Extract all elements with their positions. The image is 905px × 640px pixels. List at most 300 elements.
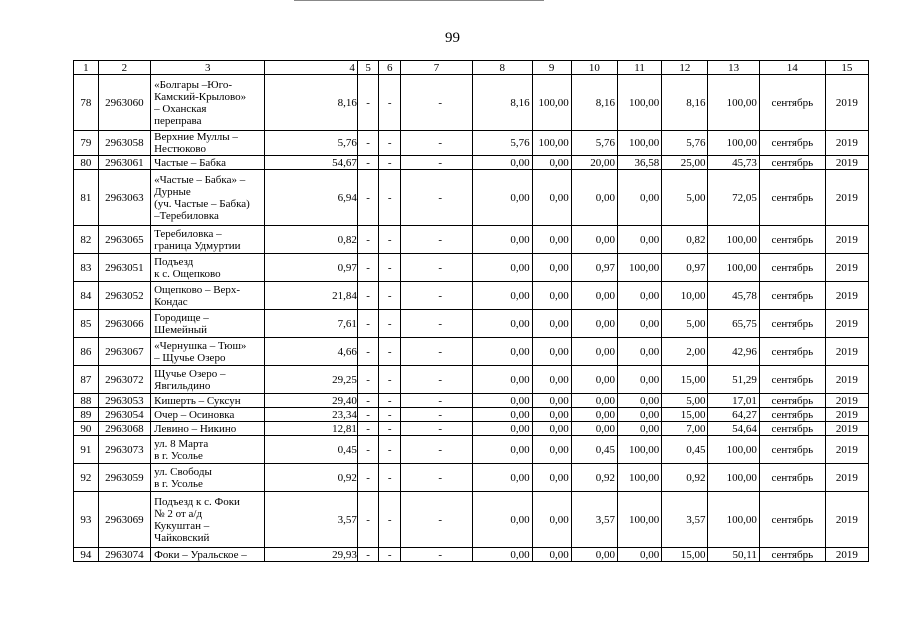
road-code: 2963051 xyxy=(98,254,150,282)
month-cell: сентябрь xyxy=(759,131,825,156)
road-name xyxy=(151,75,265,131)
col6-cell: - xyxy=(379,338,401,366)
month-cell: сентябрь xyxy=(759,75,825,131)
col9-cell: 0,00 xyxy=(532,156,571,170)
col8-cell: 0,00 xyxy=(472,422,532,436)
month-cell: сентябрь xyxy=(759,156,825,170)
table-row xyxy=(74,338,869,366)
road-code: 2963067 xyxy=(98,338,150,366)
col6-cell: - xyxy=(379,408,401,422)
month-cell: сентябрь xyxy=(759,338,825,366)
road-name-line: Очер – Осиновка xyxy=(154,408,235,421)
col8-cell: 0,00 xyxy=(472,282,532,310)
col7-cell: - xyxy=(401,75,473,131)
month-cell: сентябрь xyxy=(759,170,825,226)
length-cell: 4,66 xyxy=(265,338,358,366)
col9-cell: 0,00 xyxy=(532,254,571,282)
col10-cell: 0,00 xyxy=(571,338,617,366)
length-cell: 0,82 xyxy=(265,226,358,254)
col6-cell: - xyxy=(379,366,401,394)
col10-cell: 3,57 xyxy=(571,492,617,548)
length-cell: 29,40 xyxy=(265,394,358,408)
length-cell: 23,34 xyxy=(265,408,358,422)
col12-cell: 25,00 xyxy=(662,156,708,170)
col12-cell: 15,00 xyxy=(662,366,708,394)
col7-cell: - xyxy=(401,282,473,310)
length-cell: 29,25 xyxy=(265,366,358,394)
col9-cell: 0,00 xyxy=(532,492,571,548)
road-name-line: Теребиловка – xyxy=(154,227,222,240)
road-code: 2963068 xyxy=(98,422,150,436)
col8-cell: 0,00 xyxy=(472,548,532,562)
col9-cell: 0,00 xyxy=(532,170,571,226)
col5-cell: - xyxy=(357,75,379,131)
col8-cell: 0,00 xyxy=(472,464,532,492)
col6-cell: - xyxy=(379,548,401,562)
row-number: 88 xyxy=(74,394,99,408)
col10-cell: 0,45 xyxy=(571,436,617,464)
col12-cell: 2,00 xyxy=(662,338,708,366)
header-cell: 1 xyxy=(74,61,99,75)
road-code: 2963058 xyxy=(98,131,150,156)
year-cell: 2019 xyxy=(825,464,868,492)
top-rule xyxy=(294,0,544,1)
road-name-line: Частые – Бабка xyxy=(154,156,226,169)
road-name-line: Подъезд xyxy=(154,255,194,268)
length-cell: 29,93 xyxy=(265,548,358,562)
road-name xyxy=(151,436,265,464)
col13-cell: 100,00 xyxy=(708,492,759,548)
road-name-line: «Частые – Бабка» – xyxy=(154,173,246,186)
col10-cell: 0,00 xyxy=(571,366,617,394)
col5-cell: - xyxy=(357,282,379,310)
year-cell: 2019 xyxy=(825,170,868,226)
col5-cell: - xyxy=(357,548,379,562)
col12-cell: 0,82 xyxy=(662,226,708,254)
page-number: 99 xyxy=(445,30,460,46)
road-code: 2963054 xyxy=(98,408,150,422)
row-number: 81 xyxy=(74,170,99,226)
col11-cell: 100,00 xyxy=(617,131,661,156)
year-cell: 2019 xyxy=(825,492,868,548)
col5-cell: - xyxy=(357,366,379,394)
header-cell: 13 xyxy=(708,61,759,75)
col6-cell: - xyxy=(379,282,401,310)
col8-cell: 0,00 xyxy=(472,254,532,282)
col12-cell: 5,76 xyxy=(662,131,708,156)
col6-cell: - xyxy=(379,254,401,282)
col5-cell: - xyxy=(357,131,379,156)
year-cell: 2019 xyxy=(825,338,868,366)
header-cell: 3 xyxy=(151,61,265,75)
month-cell: сентябрь xyxy=(759,422,825,436)
col10-cell: 8,16 xyxy=(571,75,617,131)
road-name xyxy=(151,338,265,366)
length-cell: 0,92 xyxy=(265,464,358,492)
col11-cell: 0,00 xyxy=(617,394,661,408)
col7-cell: - xyxy=(401,436,473,464)
col5-cell: - xyxy=(357,408,379,422)
col13-cell: 100,00 xyxy=(708,464,759,492)
table-row xyxy=(74,436,869,464)
row-number: 87 xyxy=(74,366,99,394)
road-name xyxy=(151,464,265,492)
col11-cell: 100,00 xyxy=(617,492,661,548)
col8-cell: 0,00 xyxy=(472,408,532,422)
col7-cell: - xyxy=(401,254,473,282)
col10-cell: 0,00 xyxy=(571,226,617,254)
road-name-line: – Оханская xyxy=(154,102,207,115)
length-cell: 0,97 xyxy=(265,254,358,282)
table-row xyxy=(74,422,869,436)
header-cell: 15 xyxy=(825,61,868,75)
table-row xyxy=(74,464,869,492)
length-cell: 7,61 xyxy=(265,310,358,338)
col6-cell: - xyxy=(379,226,401,254)
header-cell: 2 xyxy=(98,61,150,75)
row-number: 86 xyxy=(74,338,99,366)
road-name xyxy=(151,394,265,408)
year-cell: 2019 xyxy=(825,131,868,156)
road-name-line: «Чернушка – Тюш» xyxy=(154,339,247,352)
year-cell: 2019 xyxy=(825,310,868,338)
col12-cell: 3,57 xyxy=(662,492,708,548)
col10-cell: 5,76 xyxy=(571,131,617,156)
road-code: 2963060 xyxy=(98,75,150,131)
col13-cell: 100,00 xyxy=(708,254,759,282)
road-name-line: «Болгары –Юго- xyxy=(154,78,233,91)
table-row xyxy=(74,282,869,310)
col5-cell: - xyxy=(357,254,379,282)
road-code: 2963052 xyxy=(98,282,150,310)
col8-cell: 0,00 xyxy=(472,492,532,548)
road-name-line: Щучье Озеро – xyxy=(154,367,226,380)
col13-cell: 50,11 xyxy=(708,548,759,562)
year-cell: 2019 xyxy=(825,156,868,170)
length-cell: 12,81 xyxy=(265,422,358,436)
road-name xyxy=(151,156,265,170)
col9-cell: 0,00 xyxy=(532,366,571,394)
col11-cell: 100,00 xyxy=(617,436,661,464)
month-cell: сентябрь xyxy=(759,366,825,394)
col7-cell: - xyxy=(401,170,473,226)
road-name-line: граница Удмуртии xyxy=(154,239,241,252)
col9-cell: 0,00 xyxy=(532,394,571,408)
road-name-line: в г. Усолье xyxy=(154,449,203,462)
table-row xyxy=(74,492,869,548)
col9-cell: 0,00 xyxy=(532,282,571,310)
col11-cell: 0,00 xyxy=(617,170,661,226)
header-cell: 4 xyxy=(265,61,358,75)
year-cell: 2019 xyxy=(825,408,868,422)
road-name-line: ул. Свободы xyxy=(154,465,212,478)
table-row xyxy=(74,170,869,226)
col8-cell: 0,00 xyxy=(472,170,532,226)
road-name-line: –Теребиловка xyxy=(154,209,219,222)
year-cell: 2019 xyxy=(825,548,868,562)
year-cell: 2019 xyxy=(825,366,868,394)
length-cell: 21,84 xyxy=(265,282,358,310)
col6-cell: - xyxy=(379,75,401,131)
road-name-line: Городище – xyxy=(154,311,209,324)
col9-cell: 0,00 xyxy=(532,226,571,254)
col13-cell: 45,73 xyxy=(708,156,759,170)
col7-cell: - xyxy=(401,464,473,492)
road-name xyxy=(151,170,265,226)
col6-cell: - xyxy=(379,394,401,408)
road-name-line: Подъезд к с. Фоки xyxy=(154,495,240,508)
table-row xyxy=(74,254,869,282)
col6-cell: - xyxy=(379,131,401,156)
col7-cell: - xyxy=(401,226,473,254)
road-name-line: к с. Ощепково xyxy=(154,267,221,280)
row-number: 85 xyxy=(74,310,99,338)
header-cell: 10 xyxy=(571,61,617,75)
col10-cell: 0,92 xyxy=(571,464,617,492)
row-number: 89 xyxy=(74,408,99,422)
road-name xyxy=(151,254,265,282)
road-name-line: Фоки – Уральское – xyxy=(154,548,247,561)
col12-cell: 5,00 xyxy=(662,170,708,226)
col6-cell: - xyxy=(379,422,401,436)
col8-cell: 0,00 xyxy=(472,310,532,338)
road-name-line: № 2 от а/д xyxy=(154,507,203,520)
col12-cell: 5,00 xyxy=(662,394,708,408)
header-cell: 11 xyxy=(617,61,661,75)
col13-cell: 72,05 xyxy=(708,170,759,226)
table-row xyxy=(74,310,869,338)
road-table xyxy=(73,60,869,562)
road-code: 2963053 xyxy=(98,394,150,408)
col5-cell: - xyxy=(357,422,379,436)
road-name-line: (уч. Частые – Бабка) xyxy=(154,197,250,210)
col5-cell: - xyxy=(357,338,379,366)
road-name xyxy=(151,366,265,394)
col8-cell: 0,00 xyxy=(472,156,532,170)
year-cell: 2019 xyxy=(825,422,868,436)
year-cell: 2019 xyxy=(825,226,868,254)
col11-cell: 0,00 xyxy=(617,422,661,436)
header-cell: 14 xyxy=(759,61,825,75)
road-name-line: Камский-Крылово» xyxy=(154,90,247,103)
row-number: 79 xyxy=(74,131,99,156)
col10-cell: 0,00 xyxy=(571,310,617,338)
col13-cell: 17,01 xyxy=(708,394,759,408)
month-cell: сентябрь xyxy=(759,310,825,338)
col10-cell: 0,00 xyxy=(571,408,617,422)
month-cell: сентябрь xyxy=(759,394,825,408)
col8-cell: 0,00 xyxy=(472,394,532,408)
col13-cell: 42,96 xyxy=(708,338,759,366)
col10-cell: 0,00 xyxy=(571,170,617,226)
row-number: 82 xyxy=(74,226,99,254)
col5-cell: - xyxy=(357,436,379,464)
road-name-line: Левино – Никино xyxy=(154,422,237,435)
year-cell: 2019 xyxy=(825,75,868,131)
row-number: 90 xyxy=(74,422,99,436)
header-cell: 9 xyxy=(532,61,571,75)
col13-cell: 45,78 xyxy=(708,282,759,310)
col9-cell: 0,00 xyxy=(532,436,571,464)
col12-cell: 8,16 xyxy=(662,75,708,131)
road-name-line: Кондас xyxy=(154,295,188,308)
table-header-row xyxy=(74,61,869,75)
col8-cell: 5,76 xyxy=(472,131,532,156)
table-row xyxy=(74,548,869,562)
col12-cell: 15,00 xyxy=(662,408,708,422)
month-cell: сентябрь xyxy=(759,548,825,562)
col11-cell: 36,58 xyxy=(617,156,661,170)
road-name xyxy=(151,131,265,156)
table-row xyxy=(74,156,869,170)
col12-cell: 15,00 xyxy=(662,548,708,562)
col9-cell: 0,00 xyxy=(532,464,571,492)
road-code: 2963059 xyxy=(98,464,150,492)
col11-cell: 0,00 xyxy=(617,548,661,562)
table-row xyxy=(74,131,869,156)
col9-cell: 0,00 xyxy=(532,338,571,366)
road-code: 2963069 xyxy=(98,492,150,548)
col6-cell: - xyxy=(379,170,401,226)
col11-cell: 0,00 xyxy=(617,226,661,254)
col11-cell: 0,00 xyxy=(617,310,661,338)
col10-cell: 0,97 xyxy=(571,254,617,282)
road-name-line: Кукуштан – xyxy=(154,519,210,532)
table-row xyxy=(74,408,869,422)
col12-cell: 0,97 xyxy=(662,254,708,282)
header-cell: 5 xyxy=(357,61,379,75)
year-cell: 2019 xyxy=(825,394,868,408)
col13-cell: 64,27 xyxy=(708,408,759,422)
col8-cell: 0,00 xyxy=(472,226,532,254)
col7-cell: - xyxy=(401,338,473,366)
col11-cell: 100,00 xyxy=(617,464,661,492)
header-cell: 8 xyxy=(472,61,532,75)
row-number: 78 xyxy=(74,75,99,131)
road-code: 2963065 xyxy=(98,226,150,254)
road-name xyxy=(151,310,265,338)
month-cell: сентябрь xyxy=(759,464,825,492)
col6-cell: - xyxy=(379,310,401,338)
road-name-line: Чайковский xyxy=(154,531,210,544)
table-row xyxy=(74,226,869,254)
col11-cell: 0,00 xyxy=(617,282,661,310)
col12-cell: 10,00 xyxy=(662,282,708,310)
row-number: 84 xyxy=(74,282,99,310)
road-code: 2963073 xyxy=(98,436,150,464)
month-cell: сентябрь xyxy=(759,436,825,464)
col9-cell: 0,00 xyxy=(532,310,571,338)
road-name xyxy=(151,282,265,310)
col5-cell: - xyxy=(357,310,379,338)
col5-cell: - xyxy=(357,226,379,254)
col7-cell: - xyxy=(401,492,473,548)
road-name xyxy=(151,408,265,422)
col7-cell: - xyxy=(401,310,473,338)
road-code: 2963066 xyxy=(98,310,150,338)
row-number: 91 xyxy=(74,436,99,464)
col10-cell: 20,00 xyxy=(571,156,617,170)
col9-cell: 0,00 xyxy=(532,408,571,422)
col10-cell: 0,00 xyxy=(571,394,617,408)
col12-cell: 7,00 xyxy=(662,422,708,436)
col7-cell: - xyxy=(401,156,473,170)
year-cell: 2019 xyxy=(825,436,868,464)
col13-cell: 51,29 xyxy=(708,366,759,394)
col8-cell: 0,00 xyxy=(472,366,532,394)
col10-cell: 0,00 xyxy=(571,282,617,310)
length-cell: 5,76 xyxy=(265,131,358,156)
col5-cell: - xyxy=(357,170,379,226)
col13-cell: 100,00 xyxy=(708,75,759,131)
year-cell: 2019 xyxy=(825,282,868,310)
col11-cell: 0,00 xyxy=(617,366,661,394)
road-name xyxy=(151,226,265,254)
road-name-line: Нестюково xyxy=(154,143,207,155)
road-name xyxy=(151,422,265,436)
col5-cell: - xyxy=(357,156,379,170)
col11-cell: 100,00 xyxy=(617,75,661,131)
table-row xyxy=(74,75,869,131)
row-number: 92 xyxy=(74,464,99,492)
month-cell: сентябрь xyxy=(759,226,825,254)
table-row xyxy=(74,366,869,394)
col6-cell: - xyxy=(379,464,401,492)
road-name-line: Явгильдино xyxy=(154,379,211,392)
col7-cell: - xyxy=(401,422,473,436)
col13-cell: 54,64 xyxy=(708,422,759,436)
row-number: 93 xyxy=(74,492,99,548)
col10-cell: 0,00 xyxy=(571,422,617,436)
road-name-line: Шемейный xyxy=(154,323,207,336)
row-number: 83 xyxy=(74,254,99,282)
road-name-line: Верхние Муллы – xyxy=(154,131,238,143)
header-cell: 6 xyxy=(379,61,401,75)
length-cell: 54,67 xyxy=(265,156,358,170)
col11-cell: 0,00 xyxy=(617,408,661,422)
road-name-line: Ощепково – Верх- xyxy=(154,283,241,296)
col9-cell: 0,00 xyxy=(532,548,571,562)
col12-cell: 5,00 xyxy=(662,310,708,338)
length-cell: 3,57 xyxy=(265,492,358,548)
col8-cell: 0,00 xyxy=(472,338,532,366)
col7-cell: - xyxy=(401,366,473,394)
col11-cell: 0,00 xyxy=(617,338,661,366)
road-name-line: в г. Усолье xyxy=(154,477,203,490)
road-name-line: Дурные xyxy=(154,185,191,198)
col8-cell: 0,00 xyxy=(472,436,532,464)
col13-cell: 65,75 xyxy=(708,310,759,338)
col6-cell: - xyxy=(379,492,401,548)
col6-cell: - xyxy=(379,156,401,170)
road-name-line: переправа xyxy=(154,114,202,127)
col9-cell: 0,00 xyxy=(532,422,571,436)
road-code: 2963074 xyxy=(98,548,150,562)
road-code: 2963072 xyxy=(98,366,150,394)
length-cell: 6,94 xyxy=(265,170,358,226)
col12-cell: 0,92 xyxy=(662,464,708,492)
table-row xyxy=(74,394,869,408)
row-number: 94 xyxy=(74,548,99,562)
header-cell: 7 xyxy=(401,61,473,75)
month-cell: сентябрь xyxy=(759,254,825,282)
col7-cell: - xyxy=(401,394,473,408)
col6-cell: - xyxy=(379,436,401,464)
col13-cell: 100,00 xyxy=(708,436,759,464)
col7-cell: - xyxy=(401,131,473,156)
length-cell: 8,16 xyxy=(265,75,358,131)
col7-cell: - xyxy=(401,408,473,422)
